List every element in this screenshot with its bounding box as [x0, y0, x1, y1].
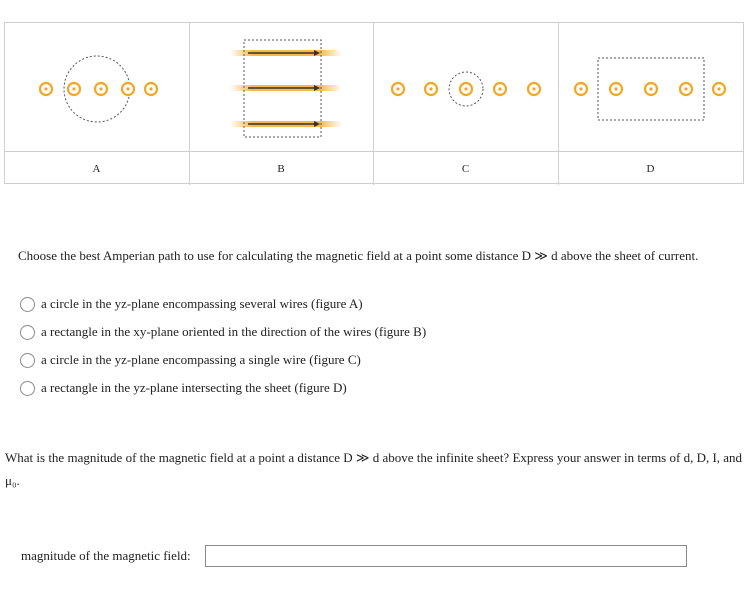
wire-current-dot — [579, 87, 582, 90]
figure-b — [190, 23, 375, 152]
option-b[interactable] — [20, 318, 426, 346]
radio-button[interactable] — [20, 297, 35, 312]
radio-button[interactable] — [20, 381, 35, 396]
wire-current-dot — [614, 87, 617, 90]
figure-d-drawing — [559, 23, 743, 151]
wire-current-dot — [429, 87, 432, 90]
figure-a — [5, 23, 190, 152]
question-2-prompt: What is the magnitude of the magnetic field at a point a distance D ≫ d above the infinite sheet? Express your answer in terms of d, D, I, and μ₀. — [5, 450, 743, 488]
wire-side-2 — [230, 85, 342, 91]
wire-current-dot — [464, 87, 467, 90]
wire-current-dot — [684, 87, 687, 90]
wire-side-3 — [230, 121, 342, 127]
option-label: a rectangle in the yz-plane intersecting the sheet (figure D) — [41, 380, 347, 395]
wire-current-dot — [99, 87, 102, 90]
wire-row — [40, 83, 157, 95]
option-label: a circle in the yz-plane encompassing several wires (figure A) — [41, 296, 363, 311]
magnetic-field-input[interactable] — [205, 545, 687, 567]
radio-button[interactable] — [20, 325, 35, 340]
option-c[interactable] — [20, 346, 426, 374]
wire-current-dot — [149, 87, 152, 90]
figure-a-drawing — [5, 23, 189, 151]
wire-current-dot — [649, 87, 652, 90]
option-d[interactable] — [20, 374, 426, 402]
wire-side-1 — [230, 50, 342, 56]
figure-b-drawing — [190, 23, 375, 151]
figure-table — [4, 22, 744, 184]
wire-current-dot — [396, 87, 399, 90]
wire-current-dot — [44, 87, 47, 90]
figure-a-label: A — [5, 152, 190, 185]
wire-current-dot — [717, 87, 720, 90]
wire-current-dot — [72, 87, 75, 90]
answer-label: magnitude of the magnetic field: — [21, 548, 191, 563]
figure-d — [559, 23, 744, 152]
figure-c-drawing — [374, 23, 559, 151]
answer-options — [20, 290, 426, 402]
answer-row — [21, 545, 687, 567]
option-label: a circle in the yz-plane encompassing a single wire (figure C) — [41, 352, 361, 367]
wire-current-dot — [498, 87, 501, 90]
figure-d-label: D — [646, 162, 655, 175]
option-a[interactable] — [20, 290, 426, 318]
radio-button[interactable] — [20, 353, 35, 368]
figure-c — [374, 23, 559, 152]
wire-current-dot — [532, 87, 535, 90]
figure-b-label: B — [190, 152, 375, 185]
wire-current-dot — [126, 87, 129, 90]
figure-c-label: C — [374, 152, 559, 185]
option-label: a rectangle in the xy-plane oriented in the direction of the wires (figure B) — [41, 324, 427, 339]
question-1-prompt: Choose the best Amperian path to use for calculating the magnetic field at a point some distance D ≫ d above the sheet of current. — [18, 248, 699, 263]
wire-row — [392, 83, 540, 95]
